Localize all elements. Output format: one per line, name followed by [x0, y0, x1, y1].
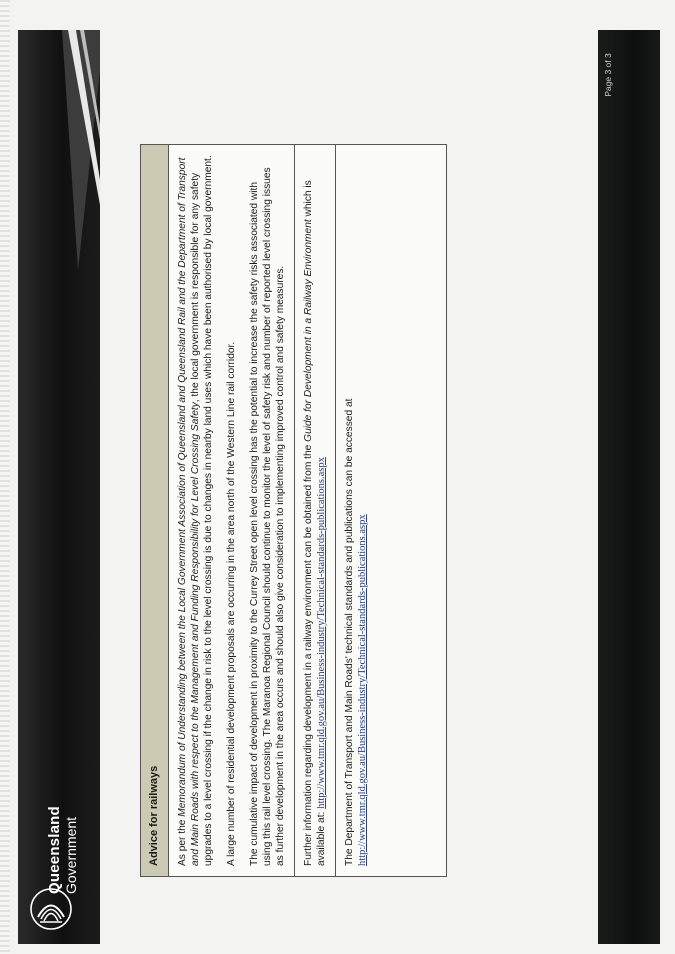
advice-row-standards: [336, 145, 376, 876]
guide-link[interactable]: http://www.tmr.qld.gov.au/Business-industry/Technical-standards-publications.aspx: [316, 457, 327, 809]
org-name-line2: Government: [63, 816, 79, 894]
guide-title: Guide for Development in a Railway Environment: [303, 219, 314, 442]
mou-title: Memorandum of Understanding between the Local Government Association of Queensland and Queensland Rail and the Department of Transport and Main Roads with respect to the Management and Funding Responsibility for Level Crossing Safety: [177, 157, 201, 866]
advice-row-railway-safety: [169, 145, 295, 876]
paragraph-mou: As per the Memorandum of Understanding between the Local Government Association of Queensland and Queensland Rail and the Department of Transport and Main Roads with respect to the Management and Funding Responsibility for Level Crossing Safety, the local government is responsible for any safety upgrades to a level crossing if the change in risk to the level crossing is due to changes in nearby land uses which have been authorised by local government.: [177, 155, 214, 866]
paragraph-cumulative-impact: The cumulative impact of development in proximity to the Currey Street open level crossing has the potential to increase the safety risks associated with using this rail level crossing. The Maranoa Regional Council should continue to monitor the level of safety risk and number of reported level crossing issues as further development in the area occurs and should also give consideration to implementing improved control and safety measures.: [249, 167, 286, 866]
advice-table: [140, 144, 447, 877]
paragraph-standards: The Department of Transport and Main Roads' technical standards and publications can be accessed at http://www.tmr.qld.gov.au/Business-industry/Technical-standards-publications.aspx: [344, 398, 368, 866]
right-banner: [598, 30, 660, 944]
org-name-line1: Queensland: [46, 806, 63, 894]
advice-table-header: Advice for railways: [141, 145, 169, 876]
government-wordmark: [47, 804, 81, 894]
advice-row-further-info: [295, 145, 336, 876]
paragraph-further-info: Further information regarding development in a railway environment can be obtained from the Guide for Development in a Railway Environment which is available at: http://www.tmr.qld.gov.au/Business-industry/Technical-standards-publications.aspx: [303, 180, 327, 866]
banner-swoosh: [18, 30, 100, 330]
standards-link[interactable]: http://www.tmr.qld.gov.au/Business-industry/Technical-standards-publications.aspx: [357, 514, 368, 866]
page-number: Page 3 of 3: [603, 53, 613, 97]
paragraph-residential: A large number of residential development proposals are occurring in the area north of the Western Line rail corridor.: [226, 341, 237, 866]
scan-edge: [0, 0, 10, 954]
